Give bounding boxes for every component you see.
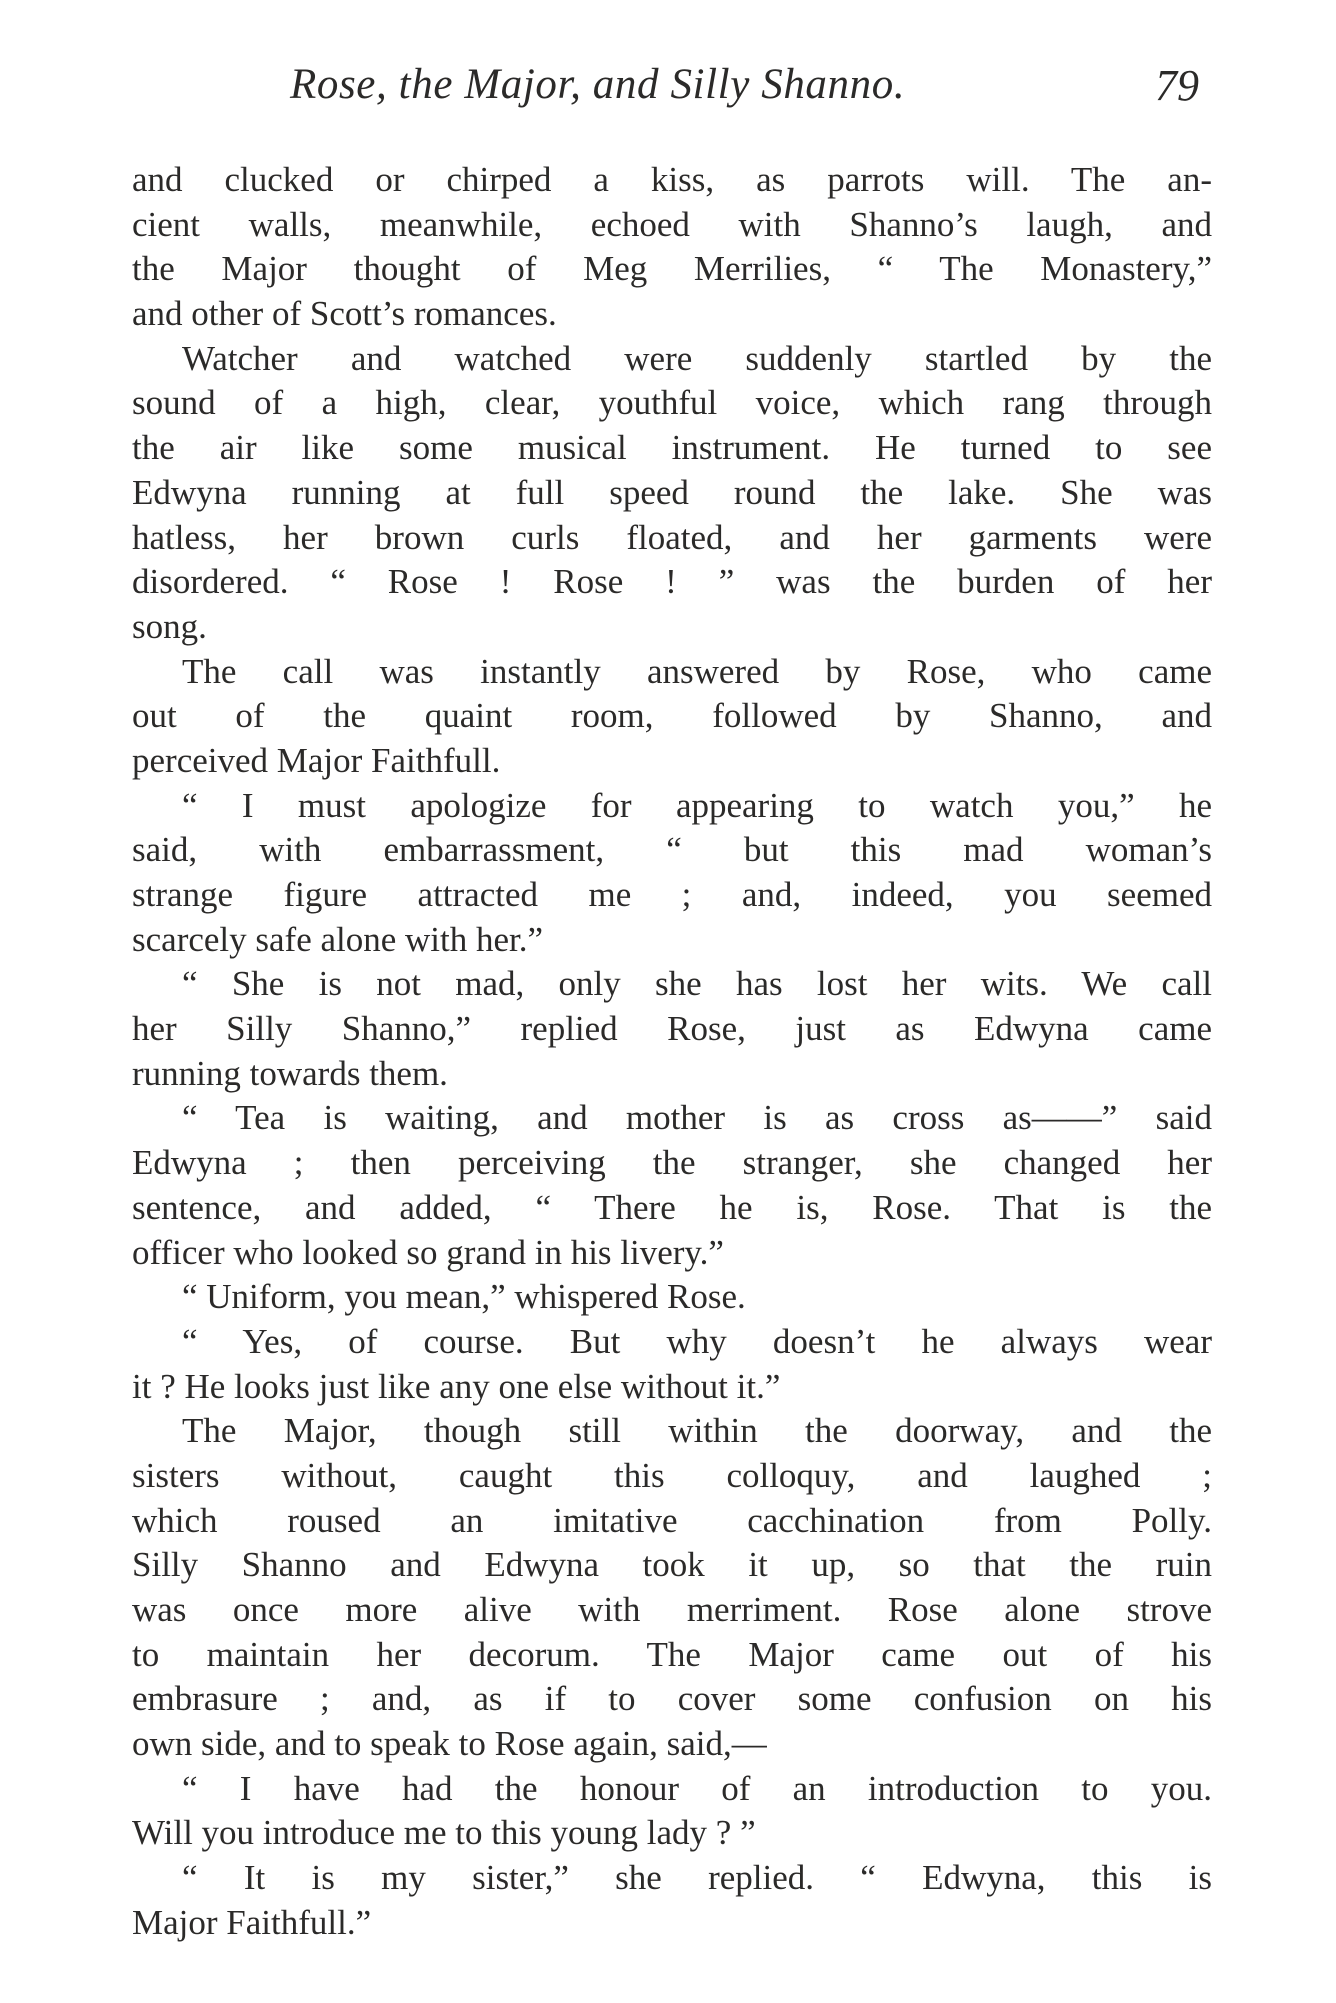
text-line: “ It is my sister,” she replied. “ Edwyna, this is (182, 1858, 1212, 1898)
text-line: song. (132, 606, 207, 646)
text-line: embrasure ; and, as if to cover some confusion on his (132, 1679, 1212, 1719)
text-line: it ? He looks just like any one else without it.” (132, 1366, 781, 1406)
text-line: own side, and to speak to Rose again, said,— (132, 1724, 767, 1764)
text-line: disordered. “ Rose ! Rose ! ” was the burden of her (132, 562, 1212, 602)
text-line: and clucked or chirped a kiss, as parrots will. The an- (132, 160, 1212, 199)
text-line: The Major, though still within the doorway, and the (182, 1411, 1212, 1451)
text-line: “ I must apologize for appearing to watch you,” he (182, 785, 1212, 825)
text-line: running towards them. (132, 1053, 448, 1093)
text-line: Will you introduce me to this young lady ? ” (132, 1813, 756, 1853)
text-line: “ Uniform, you mean,” whispered Rose. (182, 1277, 746, 1317)
text-line: the Major thought of Meg Merrilies, “ The Monastery,” (132, 249, 1212, 289)
text-line: sentence, and added, “ There he is, Rose. That is the (132, 1187, 1212, 1227)
page-number: 79 (1155, 61, 1199, 110)
text-line: perceived Major Faithfull. (132, 740, 501, 780)
running-title: Rose, the Major, and Silly Shanno. (290, 61, 906, 108)
text-line: Edwyna running at full speed round the lake. She was (132, 472, 1212, 512)
text-line: the air like some musical instrument. He turned to see (132, 428, 1212, 468)
text-line: which roused an imitative cacchination from Polly. (132, 1500, 1212, 1540)
body-text (132, 158, 1212, 1946)
text-line: cient walls, meanwhile, echoed with Shanno’s laugh, and (132, 204, 1212, 244)
text-line: said, with embarrassment, “ but this mad woman’s (132, 830, 1212, 870)
text-line: Edwyna ; then perceiving the stranger, she changed her (132, 1143, 1212, 1183)
text-line: sound of a high, clear, youthful voice, which rang through (132, 383, 1212, 423)
text-line: hatless, her brown curls floated, and her garments were (132, 517, 1212, 557)
text-line: Watcher and watched were suddenly startled by the (182, 338, 1212, 378)
text-line: Silly Shanno and Edwyna took it up, so that the ruin (132, 1545, 1212, 1585)
text-line: out of the quaint room, followed by Shanno, and (132, 696, 1212, 736)
text-line: strange figure attracted me ; and, indeed, you seemed (132, 875, 1212, 914)
text-line: her Silly Shanno,” replied Rose, just as Edwyna came (132, 1009, 1212, 1049)
text-line: “ Yes, of course. But why doesn’t he always wear (182, 1321, 1212, 1361)
text-line: officer who looked so grand in his livery.” (132, 1232, 724, 1272)
text-line: The call was instantly answered by Rose, who came (182, 651, 1212, 691)
text-line: “ I have had the honour of an introduction to you. (182, 1768, 1212, 1808)
text-line: “ She is not mad, only she has lost her wits. We call (182, 964, 1212, 1004)
text-line: “ Tea is waiting, and mother is as cross as——” said (182, 1098, 1212, 1138)
text-line: scarcely safe alone with her.” (132, 919, 544, 959)
text-line: and other of Scott’s romances. (132, 294, 557, 334)
text-line: sisters without, caught this colloquy, and laughed ; (132, 1455, 1212, 1495)
text-line: to maintain her decorum. The Major came out of his (132, 1634, 1212, 1674)
text-line: was once more alive with merriment. Rose alone strove (132, 1590, 1212, 1629)
text-line: Major Faithfull.” (132, 1902, 372, 1942)
